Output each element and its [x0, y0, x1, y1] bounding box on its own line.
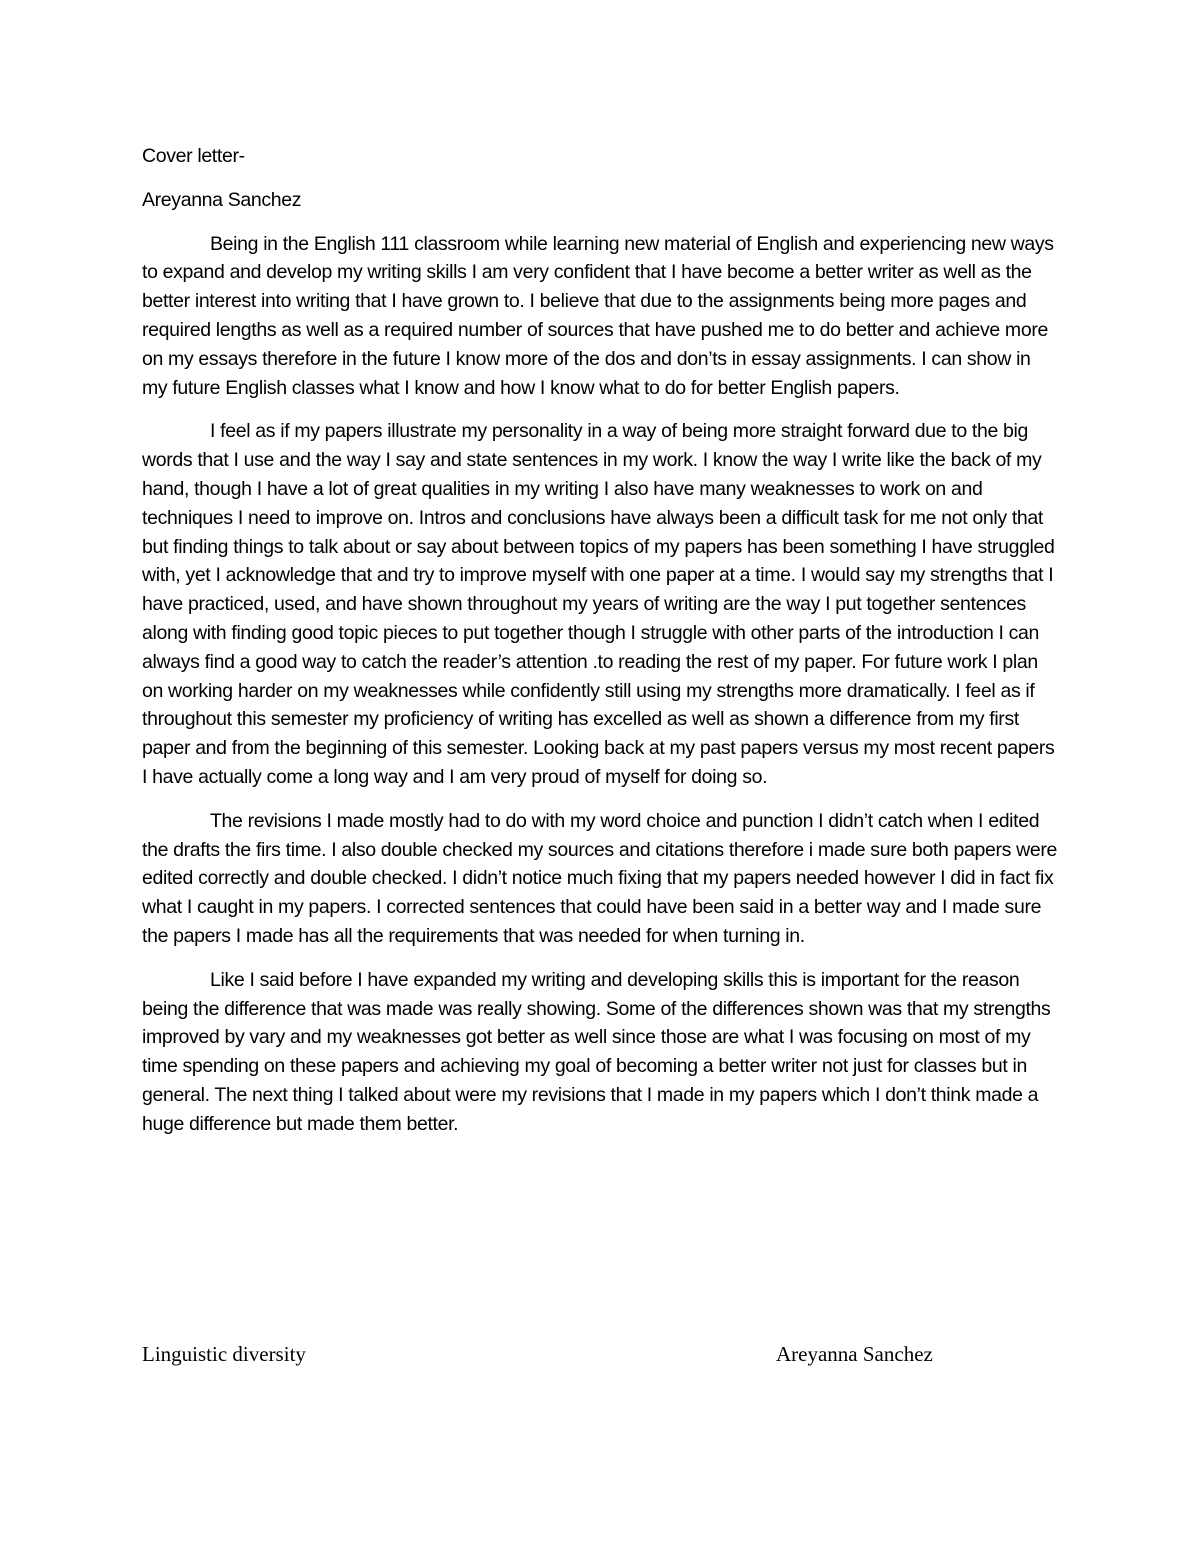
footer-author-name: Areyanna Sanchez: [776, 1342, 933, 1366]
paragraph-3: The revisions I made mostly had to do with my word choice and punction I didn’t catch when I edited the drafts the firs time. I also double checked my sources and citations therefore i made sure both papers were edited correctly and double checked. I didn’t notice much fixing that my papers needed however I did in fact fix what I caught in my papers. I corrected sentences that could have been said in a better way and I made sure the papers I made has all the requirements that was needed for when turning in.: [142, 809, 1057, 947]
author-name: Areyanna Sanchez: [142, 188, 302, 211]
document-heading: Cover letter-: [142, 145, 245, 167]
paragraph-2: I feel as if my papers illustrate my personality in a way of being more straight forward due to the big words that I use and the way I say and state sentences in my work. I know the way I write like the back of my hand, though I have a lot of great qualities in my writing I also have many weaknesses to work on and techniques I need to improve on. Intros and conclusions have always been a difficult task for me not only that but finding things to talk about or say about between topics of my papers has been something I have struggled with, yet I acknowledge that and try to improve myself with one paper at a time. I would say my strengths that I have practiced, used, and have shown throughout my years of writing are the way I put together sentences along with finding good topic pieces to put together though I struggle with other parts of the introduction I can always find a good way to catch the reader’s attention .to reading the rest of my paper. For future work I plan on working harder on my weaknesses while confidently still using my strengths more dramatically. I feel as if throughout this semester my proficiency of writing has excelled as well as shown a difference from my first paper and from the beginning of this semester. Looking back at my past papers versus my most recent papers I have actually come a long way and I am very proud of myself for doing so.: [142, 420, 1055, 788]
letter-body: [142, 142, 1058, 1154]
paragraph-1: Being in the English 111 classroom while learning new material of English and experiencing new ways to expand and develop my writing skills I am very confident that I have become a better writer as well as the better interest into writing that I have grown to. I believe that due to the assignments being more pages and required lengths as well as a required number of sources that have pushed me to do better and achieve more on my essays therefore in the future I know more of the dos and don’ts in essay assignments. I can show in my future English classes what I know and how I know what to do for better English papers.: [142, 232, 1054, 399]
paragraph-4: Like I said before I have expanded my writing and developing skills this is important for the reason being the difference that was made was really showing. Some of the differences shown was that my strengths improved by vary and my weaknesses got better as well since those are what I was focusing on most of my time spending on these papers and achieving my goal of becoming a better writer not just for classes but in general. The next thing I talked about were my revisions that I made in my papers which I don’t think made a huge difference but made them better.: [142, 968, 1051, 1135]
footer-course-label: Linguistic diversity: [142, 1342, 306, 1366]
